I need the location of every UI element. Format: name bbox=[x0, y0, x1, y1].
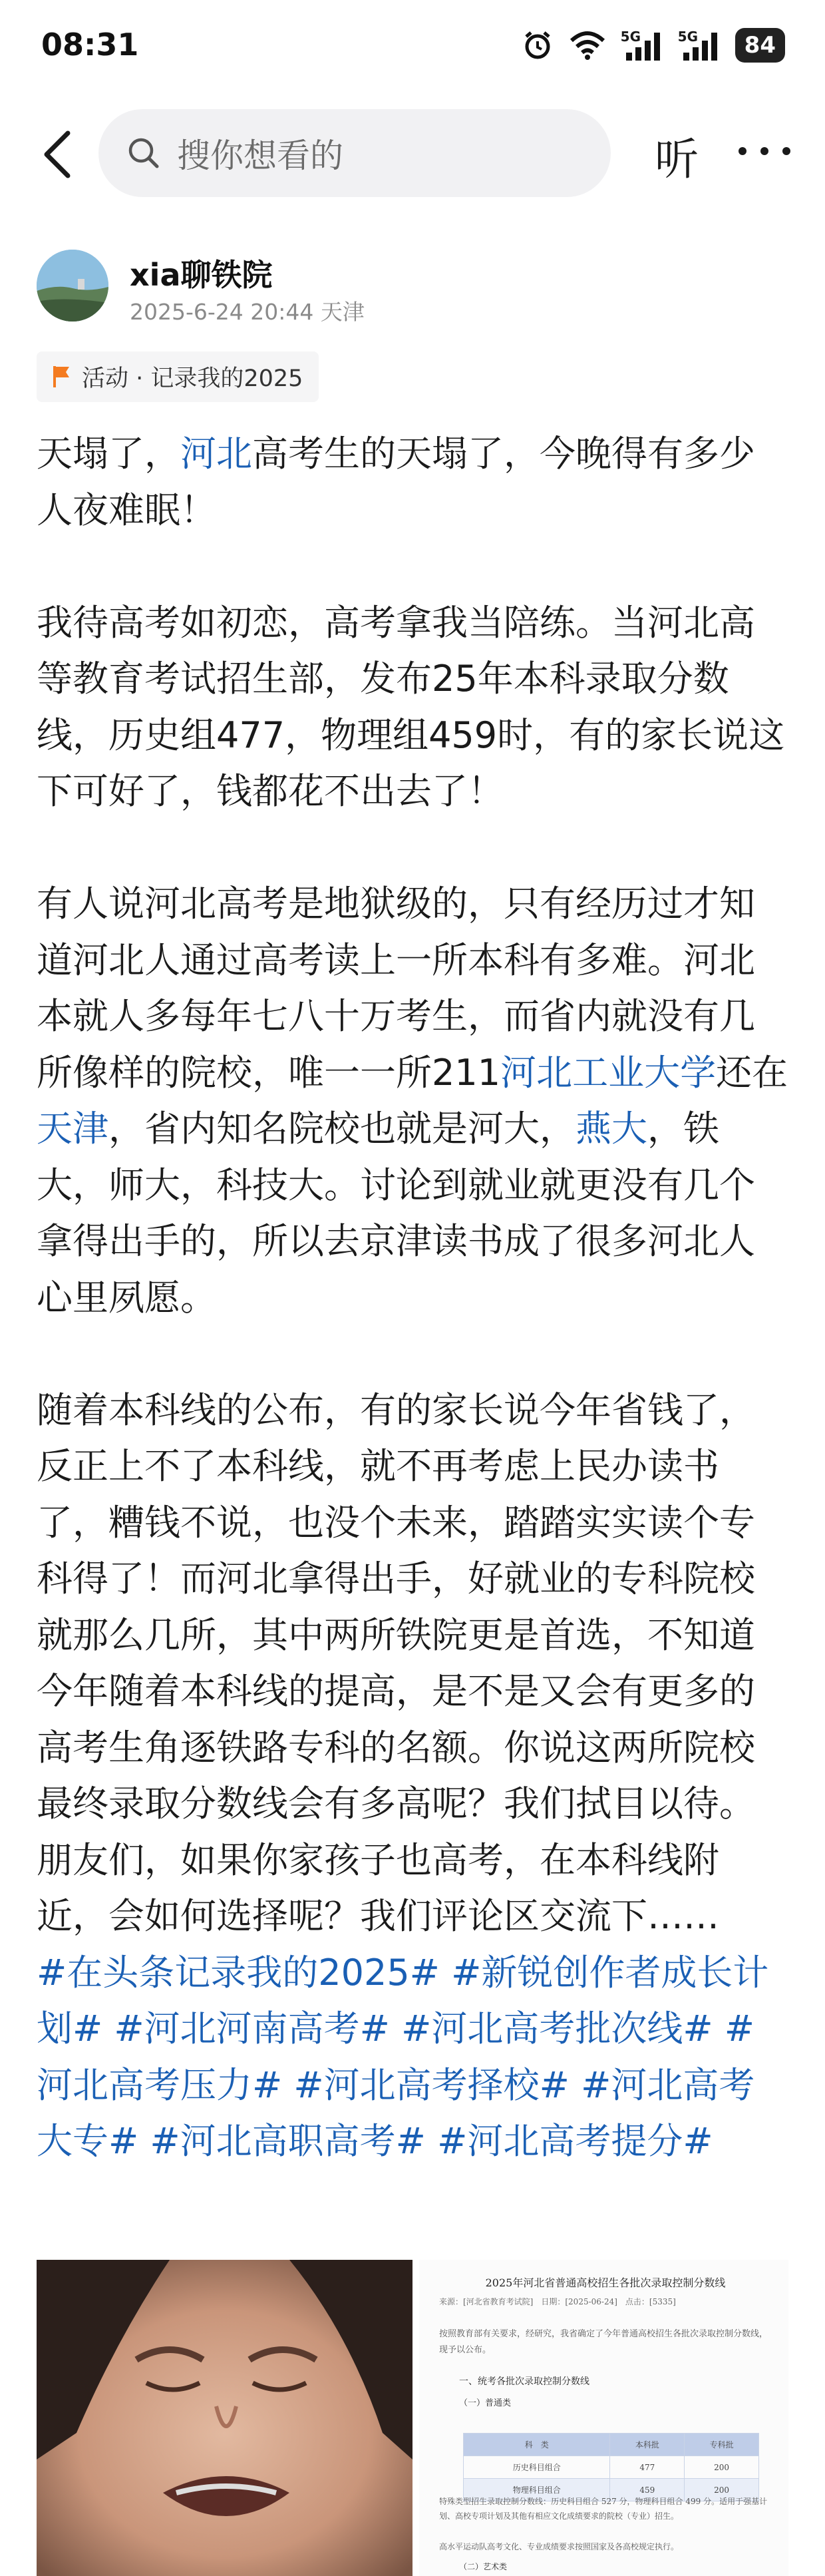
avatar-image bbox=[37, 250, 108, 322]
doc-heading-1: 一、统考各批次录取控制分数线 bbox=[459, 2376, 589, 2387]
top-nav bbox=[0, 100, 825, 206]
text-run: 高考生的天塌了，今晚得有多少人夜难眠！ bbox=[37, 433, 755, 531]
status-icons bbox=[521, 25, 785, 65]
table-header: 专科批 bbox=[685, 2434, 759, 2456]
wifi-icon bbox=[569, 30, 606, 61]
doc-title: 2025年河北省普通高校招生各批次录取控制分数线 bbox=[485, 2276, 726, 2289]
image-gallery bbox=[37, 2260, 788, 2576]
signal-bars-icon bbox=[621, 29, 663, 62]
score-notice-document-image[interactable] bbox=[419, 2260, 788, 2576]
doc-source: 来源：[河北省教育考试院] 日期：[2025-06-24] 点击：[5335] bbox=[439, 2297, 676, 2306]
author-header bbox=[37, 250, 788, 329]
table-cell: 200 bbox=[685, 2456, 759, 2479]
search-placeholder: 搜你想看的 bbox=[177, 136, 343, 175]
table-row bbox=[464, 2456, 759, 2479]
paragraph-gap bbox=[37, 538, 788, 595]
doc-paragraph-2: 特殊类型招生录取控制分数线：历史科目组合 527 分，物理科目组合 499 分。适用于强基计划、高校专项计划及其他有相应文化成绩要求的院校（专业）招生。 bbox=[439, 2497, 768, 2521]
table-cell: 历史科目组合 bbox=[464, 2456, 610, 2479]
activity-tag[interactable] bbox=[37, 351, 319, 402]
paragraph-gap bbox=[37, 820, 788, 877]
crying-girl-photo[interactable] bbox=[37, 2260, 412, 2576]
alarm-icon bbox=[521, 29, 554, 62]
paragraph-1 bbox=[37, 426, 788, 538]
doc-heading-3: （二）艺术类 bbox=[459, 2562, 508, 2571]
text-run: 天塌了， bbox=[37, 433, 180, 475]
photo-image bbox=[37, 2260, 412, 2576]
table-cell: 477 bbox=[610, 2456, 685, 2479]
network-type-label: 5G bbox=[620, 29, 641, 45]
link-tianjin[interactable]: 天津 bbox=[37, 1108, 108, 1150]
signal-bars-icon-2 bbox=[678, 29, 721, 62]
hashtag-list[interactable]: #在头条记录我的2025# #新锐创作者成长计划# #河北河南高考# #河北高考批次线# #河北高考压力# #河北高考择校# #河北高考大专# #河北高职高考# #河北高考提分# bbox=[37, 1951, 769, 2162]
author-name[interactable]: xia聊铁院 bbox=[130, 257, 273, 293]
search-input[interactable] bbox=[98, 109, 611, 197]
paragraph-gap bbox=[37, 1326, 788, 1383]
network-type-label-2: 5G bbox=[677, 29, 699, 45]
text-run: ，铁大，师大，科技大。讨论到就业就更没有几个拿得出手的，所以去京津读书成了很多河北人心里夙愿。 bbox=[37, 1108, 755, 1319]
table-cell: 200 bbox=[685, 2479, 759, 2501]
status-bar bbox=[0, 0, 825, 100]
table-header: 科 类 bbox=[464, 2434, 610, 2456]
more-options-icon[interactable] bbox=[735, 141, 794, 161]
avatar[interactable] bbox=[37, 250, 108, 322]
score-table bbox=[463, 2433, 759, 2501]
paragraph-3 bbox=[37, 876, 788, 1326]
article-body bbox=[37, 426, 788, 2170]
signal-5g-icon-2 bbox=[678, 29, 721, 62]
paragraph-2: 我待高考如初恋，高考拿我当陪练。当河北高等教育考试招生部，发布25年本科录取分数线，历史组477，物理组459时，有的家长说这下可好了，钱都花不出去了！ bbox=[37, 601, 785, 812]
activity-tag-label: 活动 · 记录我的2025 bbox=[82, 365, 303, 392]
flag-icon bbox=[51, 365, 71, 389]
table-header-row bbox=[464, 2434, 759, 2456]
link-yanshan-university[interactable]: 燕大 bbox=[576, 1108, 647, 1150]
link-hebei[interactable]: 河北 bbox=[180, 433, 252, 475]
table-header: 本科批 bbox=[610, 2434, 685, 2456]
table-cell: 459 bbox=[610, 2479, 685, 2501]
listen-button[interactable]: 听 bbox=[655, 134, 699, 185]
table-cell: 物理科目组合 bbox=[464, 2479, 610, 2501]
text-run: ，省内知名院校也就是河大， bbox=[108, 1108, 576, 1150]
signal-5g-icon bbox=[621, 29, 663, 62]
post-meta: 2025-6-24 20:44 天津 bbox=[130, 299, 365, 325]
status-time: 08:31 bbox=[41, 27, 139, 63]
doc-heading-2: （一）普通类 bbox=[459, 2398, 512, 2408]
doc-paragraph-3: 高水平运动队高考文化、专业成绩要求按照国家及各高校规定执行。 bbox=[439, 2542, 679, 2551]
paragraph-4: 随着本科线的公布，有的家长说今年省钱了，反正上不了本科线，就不再考虑上民办读书了，糟钱不说，也没个未来，踏踏实实读个专科得了！而河北拿得出手，好就业的专科院校就那么几所，其中两所铁院更是首选，不知道今年随着本科线的提高，是不是又会有更多的高考生角逐铁路专科的名额。你说这两所院校最终录取分数线会有多高呢？我们拭目以待。朋友们，如果你家孩子也高考，在本科线附近，会如何选择呢？我们评论区交流下…… bbox=[37, 1389, 755, 1937]
text-run: 还在 bbox=[716, 1051, 788, 1094]
back-arrow-icon[interactable] bbox=[35, 128, 81, 181]
battery-indicator: 84 bbox=[735, 28, 785, 63]
doc-intro: 按照教育部有关要求，经研究，我省确定了今年普通高校招生各批次录取控制分数线，现予以公布。 bbox=[439, 2329, 768, 2355]
link-hebei-university-of-technology[interactable]: 河北工业大学 bbox=[500, 1051, 717, 1094]
search-icon bbox=[126, 136, 161, 170]
text-run: 有人说河北高考是地狱级的，只有经历过才知道河北人通过高考读上一所本科有多难。河北本就人多每年七八十万考生，而省内就没有几所像样的院校，唯一一所211 bbox=[37, 883, 755, 1094]
